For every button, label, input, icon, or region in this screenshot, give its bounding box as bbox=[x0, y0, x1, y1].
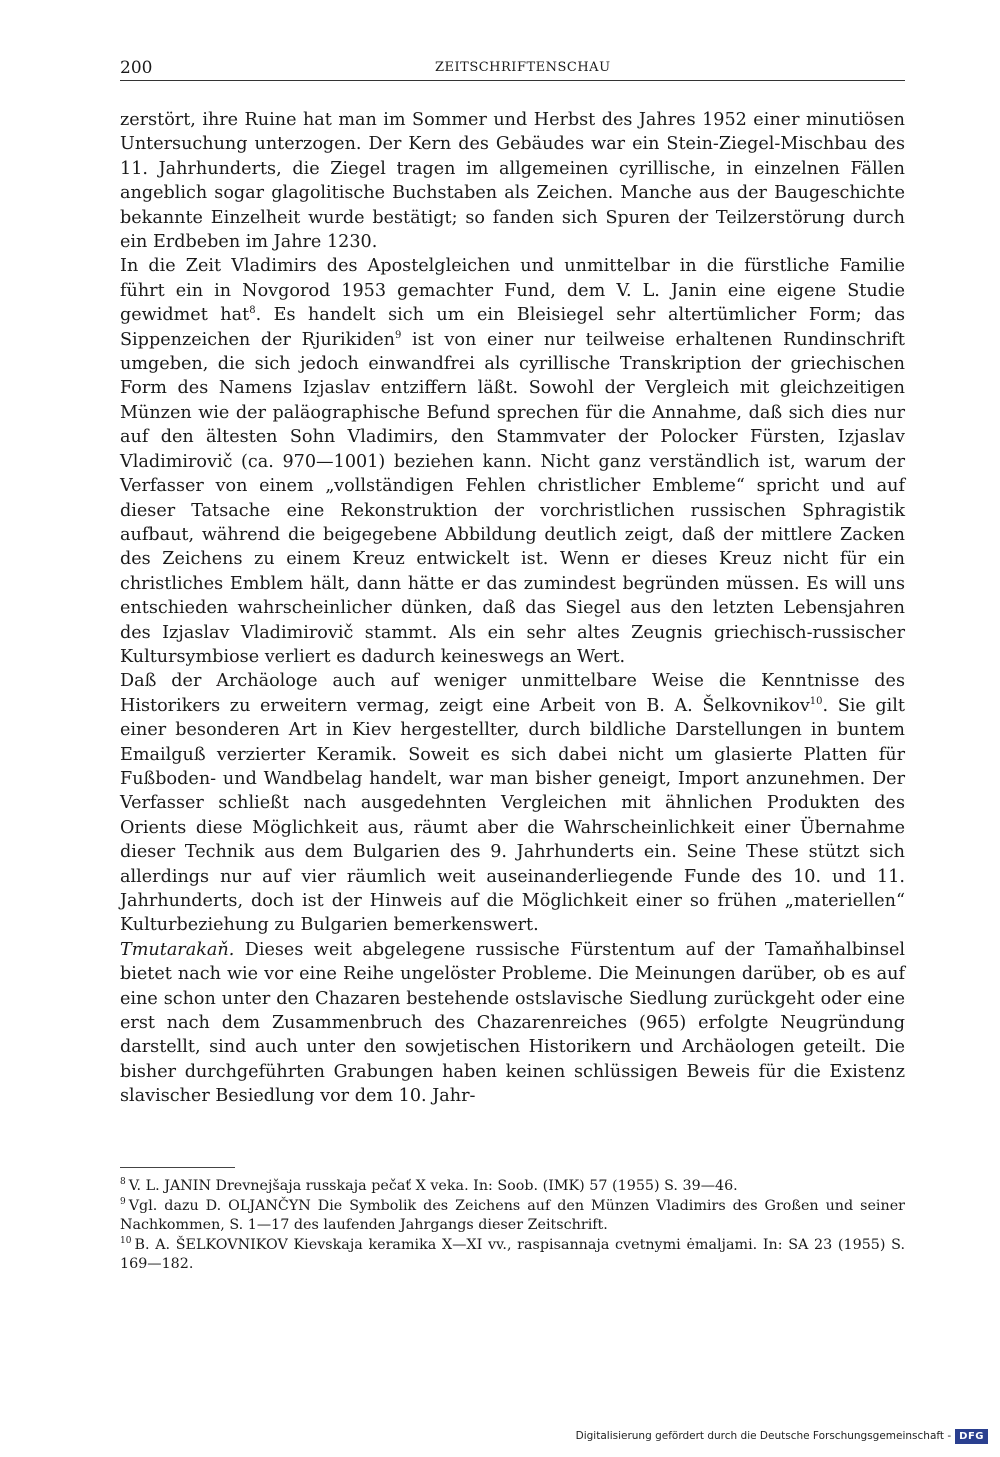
paragraph-1 bbox=[120, 108, 905, 254]
paragraph-4-text: Dieses weit abgelegene russische Fürstentum auf der Tamaňhalbinsel bietet nach wie vor eine Reihe ungelöster Probleme. Die Meinungen darüber, ob es auf eine schon unter den Chazaren bestehende ostslavische Siedlung zurückgeht oder eine erst nach dem Zusammenbruch des Chazarenreiches (965) erfolgte Neugründung darstellt, sind auch unter den sowjetischen Historikern und Archäologen geteilt. Die bisher durchgeführten Grabungen haben keinen schlüssigen Beweis für die Existenz slavischer Besiedlung vor dem 10. Jahr- bbox=[120, 939, 905, 1107]
page-header bbox=[120, 56, 905, 81]
paragraph-2-text-c: ist von einer nur teilweise erhaltenen Rundinschrift umgeben, die sich jedoch einwandfrei als cyrillische Transkription der griechischen Form des Namens Izjaslav entziffern läßt. Sowohl der Vergleich mit gleichzeitigen Münzen wie der paläographische Befund sprechen für die Annahme, daß sich dies nur auf den ältesten Sohn Vladimirs, den Stammvater der Polocker Fürsten, Izjaslav Vladimirovič (ca. 970—1001) beziehen kann. Nicht ganz verständlich ist, warum der Verfasser von einem „vollständigen Fehlen christlicher Embleme“ spricht und auf dieser Tatsache eine Rekonstruktion der vorchristlichen russischen Sphragistik aufbaut, während die beigegebene Abbildung deutlich zeigt, daß der mittlere Zacken des Zeichens zu einem Kreuz entwickelt ist. Wenn er dieses Kreuz nicht für ein christliches Emblem hält, dann hätte er das zumindest begründen müssen. Es will uns entschieden wahrscheinlicher dünken, daß das Siegel aus den letzten Lebensjahren des Izjaslav Vladimirovič stammt. Als ein sehr altes Zeugnis griechisch-russischer Kultursymbiose verliert es dadurch keineswegs an Wert. bbox=[120, 329, 905, 667]
footnote-text: Vgl. dazu D. OLJANČYN Die Symbolik des Zeichens auf den Münzen Vladimirs des Großen und seiner Nachkommen, S. 1—17 des laufenden Jahrgangs dieser Zeitschrift. bbox=[120, 1197, 905, 1234]
paragraph-2 bbox=[120, 254, 905, 669]
footnote-8 bbox=[120, 1177, 905, 1197]
dfg-logo: DFG bbox=[955, 1429, 988, 1444]
footnote-ref-10[interactable]: 10 bbox=[809, 695, 823, 707]
paragraph-2-text-b: . Es handelt sich um ein Bleisiegel sehr altertümlicher Form; das Sippenzeichen der Rjurikiden bbox=[120, 305, 905, 350]
paragraph-2-text-a: In die Zeit Vladimirs des Apostelgleichen und unmittelbar in die fürstliche Familie führt ein in Novgorod 1953 gemachter Fund, dem V. L. Janin eine eigene Studie gewidmet hat bbox=[120, 256, 905, 326]
paragraph-3-text-a: Daß der Archäologe auch auf weniger unmittelbare Weise die Kenntnisse des Historikers zu erweitern vermag, zeigt eine Arbeit von B. A. Šelkovnikov bbox=[120, 671, 905, 716]
footnote-ref-9[interactable]: 9 bbox=[394, 329, 402, 341]
paragraph-3 bbox=[120, 669, 905, 937]
digitization-credit bbox=[576, 1427, 988, 1445]
paragraph-4 bbox=[120, 938, 905, 1109]
footnote-ref-8[interactable]: 8 bbox=[249, 305, 256, 317]
footnote-text: V. L. JANIN Drevnejšaja russkaja pečať X veka. In: Soob. (IMK) 57 (1955) S. 39—46. bbox=[128, 1178, 738, 1194]
footnote-10 bbox=[120, 1236, 905, 1275]
paragraph-1-text: zerstört, ihre Ruine hat man im Sommer und Herbst des Jahres 1952 einer minutiösen Untersuchung unterzogen. Der Kern des Gebäudes war ein Stein-Ziegel-Mischbau des 11. Jahrhunderts, die Ziegel tragen im allgemeinen cyrillische, in einzelnen Fällen angeblich sogar glagolitische Buchstaben als Zeichen. Manche aus der Baugeschichte bekannte Einzelheit wurde bestätigt; so fanden sich Spuren der Teilzerstörung durch ein Erdbeben im Jahre 1230. bbox=[120, 110, 905, 253]
page-number: 200 bbox=[120, 58, 153, 78]
footnote-number: 8 bbox=[120, 1177, 126, 1188]
footnotes bbox=[120, 1177, 905, 1275]
footnote-number: 9 bbox=[120, 1196, 126, 1207]
running-head: ZEITSCHRIFTENSCHAU bbox=[435, 60, 611, 75]
body-text bbox=[120, 108, 905, 1109]
section-lead-tmutarakan: Tmutarakaň. bbox=[120, 939, 235, 960]
paragraph-3-text-b: . Sie gilt einer besonderen Art in Kiev hergestellter, durch bildliche Darstellungen in buntem Emailguß verzierter Keramik. Soweit es sich dabei nicht um glasierte Platten für Fußboden- und Wandbelag handelt, war man bisher geneigt, Import anzunehmen. Der Verfasser schließt nach ausgedehnten Vergleichen mit ähnlichen Produkten des Orients diese Möglichkeit aus, räumt aber die Wahrscheinlichkeit einer Übernahme dieser Technik aus dem Bulgarien des 9. Jahrhunderts ein. Seine These stützt sich allerdings nur auf vier räumlich weit auseinanderliegende Funde des 10. und 11. Jahrhunderts, doch ist der Hinweis auf die Möglichkeit einer so frühen „materiellen“ Kulturbeziehung zu Bulgarien bemerkenswert. bbox=[120, 695, 905, 936]
credit-text: Digitalisierung gefördert durch die Deutsche Forschungsgemeinschaft - bbox=[575, 1430, 952, 1442]
footnote-number: 10 bbox=[120, 1236, 132, 1247]
footnote-text: B. A. ŠELKOVNIKOV Kievskaja keramika X—XI vv., raspisannaja cvetnymi ėmaljami. In: SA 23 (1955) S. 169—182. bbox=[120, 1236, 905, 1273]
footnote-9 bbox=[120, 1197, 905, 1236]
footnote-divider bbox=[120, 1167, 235, 1168]
